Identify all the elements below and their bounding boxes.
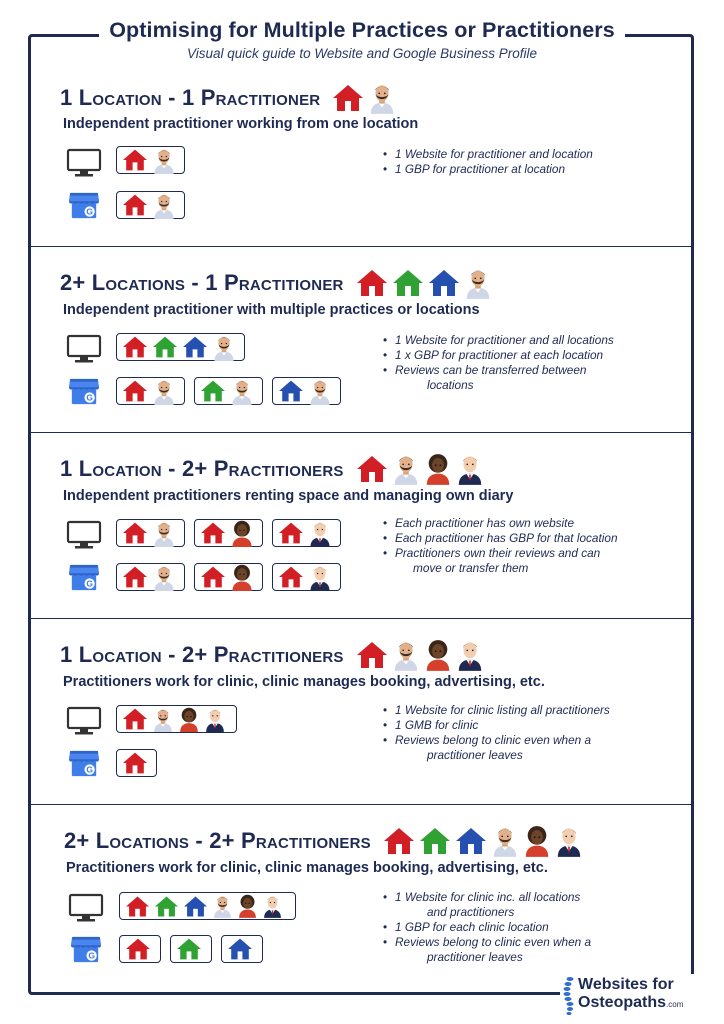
- section-5-heading: 2+ Locations - 2+ Practitioners: [64, 828, 371, 853]
- practitioner-avatar-icon: [152, 707, 174, 732]
- house-icon: [122, 379, 148, 403]
- house-icon: [356, 454, 388, 484]
- house-icon: [122, 751, 148, 775]
- bullet-item: • 1 Website for practitioner and location: [383, 147, 593, 162]
- house-icon: [183, 895, 208, 918]
- bullet-item: • 1 GBP for practitioner at location: [383, 162, 593, 177]
- website-box: [119, 892, 296, 920]
- house-icon: [122, 521, 148, 545]
- bullet-item: • Practitioners own their reviews and can: [383, 546, 618, 561]
- practitioner-avatar-icon: [464, 267, 492, 299]
- bullet-item: • 1 x GBP for practitioner at each location: [383, 348, 614, 363]
- section-5-description: Practitioners work for clinic, clinic manages booking, advertising, etc.: [66, 860, 548, 876]
- section-2-heading: 2+ Locations - 1 Practitioner: [60, 270, 344, 295]
- bullet-item: • 1 Website for clinic inc. all locations: [383, 890, 591, 905]
- google-business-profile-icon: [66, 376, 102, 406]
- logo-line-1: Websites for: [578, 976, 674, 993]
- house-icon: [122, 707, 148, 731]
- house-icon: [455, 826, 487, 856]
- house-icon: [122, 193, 148, 217]
- practitioner-avatar-icon: [152, 520, 176, 547]
- practitioner-avatar-icon: [152, 564, 176, 591]
- practitioner-avatar-icon: [368, 82, 396, 114]
- gbp-box: [194, 377, 263, 405]
- section-5-bullets: [383, 890, 591, 965]
- bullet-item: • 1 GMB for clinic: [383, 718, 610, 733]
- website-box: [116, 705, 237, 733]
- section-3-heading: 1 Location - 2+ Practitioners: [60, 456, 344, 481]
- gbp-box: [272, 563, 341, 591]
- gbp-box: [194, 563, 263, 591]
- house-icon: [278, 565, 304, 589]
- page-title: Optimising for Multiple Practices or Practitioners: [99, 18, 625, 43]
- gbp-box: [116, 377, 185, 405]
- practitioner-avatar-icon: [230, 564, 254, 591]
- bullet-item: • Reviews can be transferred between: [383, 363, 614, 378]
- section-4-heading-row: [60, 639, 484, 671]
- website-box: [194, 519, 263, 547]
- bullet-item: • Each practitioner has own website: [383, 516, 618, 531]
- section-4-heading: 1 Location - 2+ Practitioners: [60, 642, 344, 667]
- bullet-item-continued: and practitioners: [427, 905, 515, 919]
- spine-icon: [562, 976, 576, 1016]
- website-box: [116, 333, 245, 361]
- monitor-icon: [66, 520, 102, 550]
- monitor-icon: [66, 706, 102, 736]
- practitioner-avatar-icon: [491, 825, 519, 857]
- house-icon: [356, 268, 388, 298]
- bullet-item-continued: practitioner leaves: [427, 748, 523, 762]
- house-icon: [152, 335, 178, 359]
- section-5-heading-row: [64, 825, 583, 857]
- logo-line-2: [578, 994, 683, 1012]
- section-1-heading-row: [60, 82, 396, 114]
- gbp-box: [170, 935, 212, 963]
- house-icon: [419, 826, 451, 856]
- practitioner-avatar-icon: [212, 334, 236, 361]
- house-icon: [356, 640, 388, 670]
- logo-name: Osteopaths: [578, 994, 667, 1011]
- practitioner-avatar-icon: [308, 378, 332, 405]
- practitioner-avatar-icon: [152, 147, 176, 174]
- practitioner-avatar-icon: [152, 378, 176, 405]
- website-box: [116, 519, 185, 547]
- section-4-bullets: [383, 703, 610, 763]
- website-box: [272, 519, 341, 547]
- house-icon: [278, 379, 304, 403]
- practitioner-avatar-icon: [456, 453, 484, 485]
- logo-suffix: .com: [666, 1000, 684, 1009]
- house-icon: [122, 148, 148, 172]
- house-icon: [125, 895, 150, 918]
- bullet-item: • Each practitioner has GBP for that location: [383, 531, 618, 546]
- practitioner-avatar-icon: [152, 192, 176, 219]
- practitioner-avatar-icon: [456, 639, 484, 671]
- practitioner-avatar-icon: [204, 707, 226, 732]
- bullet-item-continued: locations: [427, 378, 474, 392]
- house-icon: [200, 379, 226, 403]
- section-2-heading-row: [60, 267, 492, 299]
- practitioner-avatar-icon: [178, 707, 200, 732]
- gbp-box: [221, 935, 263, 963]
- house-icon: [428, 268, 460, 298]
- monitor-icon: [66, 334, 102, 364]
- bullet-item: • 1 GBP for each clinic location: [383, 920, 591, 935]
- section-3-description: Independent practitioners renting space and managing own diary: [63, 488, 514, 504]
- practitioner-avatar-icon: [424, 453, 452, 485]
- gbp-box: [116, 563, 185, 591]
- house-icon: [182, 335, 208, 359]
- bullet-item-continued: practitioner leaves: [427, 950, 523, 964]
- monitor-icon: [66, 148, 102, 178]
- gbp-box: [119, 935, 161, 963]
- section-divider: [31, 246, 691, 247]
- practitioner-avatar-icon: [308, 520, 332, 547]
- bullet-item: • Reviews belong to clinic even when a: [383, 935, 591, 950]
- practitioner-avatar-icon: [237, 894, 258, 918]
- practitioner-avatar-icon: [308, 564, 332, 591]
- section-3-bullets: [383, 516, 618, 576]
- section-1-description: Independent practitioner working from one location: [63, 116, 419, 132]
- practitioner-avatar-icon: [212, 894, 233, 918]
- section-divider: [31, 804, 691, 805]
- house-icon: [392, 268, 424, 298]
- section-1-bullets: [383, 147, 593, 177]
- google-business-profile-icon: [66, 748, 102, 778]
- house-icon: [200, 521, 226, 545]
- google-business-profile-icon: [66, 562, 102, 592]
- house-icon: [122, 335, 148, 359]
- monitor-icon: [68, 893, 104, 923]
- house-icon: [154, 895, 179, 918]
- bullet-item: • Reviews belong to clinic even when a: [383, 733, 610, 748]
- section-2-description: Independent practitioner with multiple practices or locations: [63, 302, 480, 318]
- section-divider: [31, 432, 691, 433]
- practitioner-avatar-icon: [424, 639, 452, 671]
- gbp-box: [116, 191, 185, 219]
- house-icon: [200, 565, 226, 589]
- practitioner-avatar-icon: [230, 378, 254, 405]
- practitioner-avatar-icon: [392, 453, 420, 485]
- house-icon: [332, 83, 364, 113]
- website-box: [116, 146, 185, 174]
- bullet-item-continued: move or transfer them: [413, 561, 529, 575]
- section-3-heading-row: [60, 453, 484, 485]
- house-icon: [227, 937, 253, 961]
- practitioner-avatar-icon: [392, 639, 420, 671]
- websites-for-osteopaths-logo: [560, 974, 710, 1018]
- practitioner-avatar-icon: [262, 894, 283, 918]
- practitioner-avatar-icon: [555, 825, 583, 857]
- google-business-profile-icon: [68, 934, 104, 964]
- section-divider: [31, 618, 691, 619]
- bullet-item: • 1 Website for clinic listing all practitioners: [383, 703, 610, 718]
- google-business-profile-icon: [66, 190, 102, 220]
- section-4-description: Practitioners work for clinic, clinic manages booking, advertising, etc.: [63, 674, 545, 690]
- gbp-box: [116, 749, 157, 777]
- house-icon: [122, 565, 148, 589]
- house-icon: [125, 937, 151, 961]
- gbp-box: [272, 377, 341, 405]
- bullet-item: • 1 Website for practitioner and all locations: [383, 333, 614, 348]
- practitioner-avatar-icon: [523, 825, 551, 857]
- house-icon: [176, 937, 202, 961]
- section-2-bullets: [383, 333, 614, 393]
- practitioner-avatar-icon: [230, 520, 254, 547]
- house-icon: [383, 826, 415, 856]
- section-1-heading: 1 Location - 1 Practitioner: [60, 85, 321, 110]
- page-subtitle: Visual quick guide to Website and Google Business Profile: [187, 46, 537, 61]
- house-icon: [278, 521, 304, 545]
